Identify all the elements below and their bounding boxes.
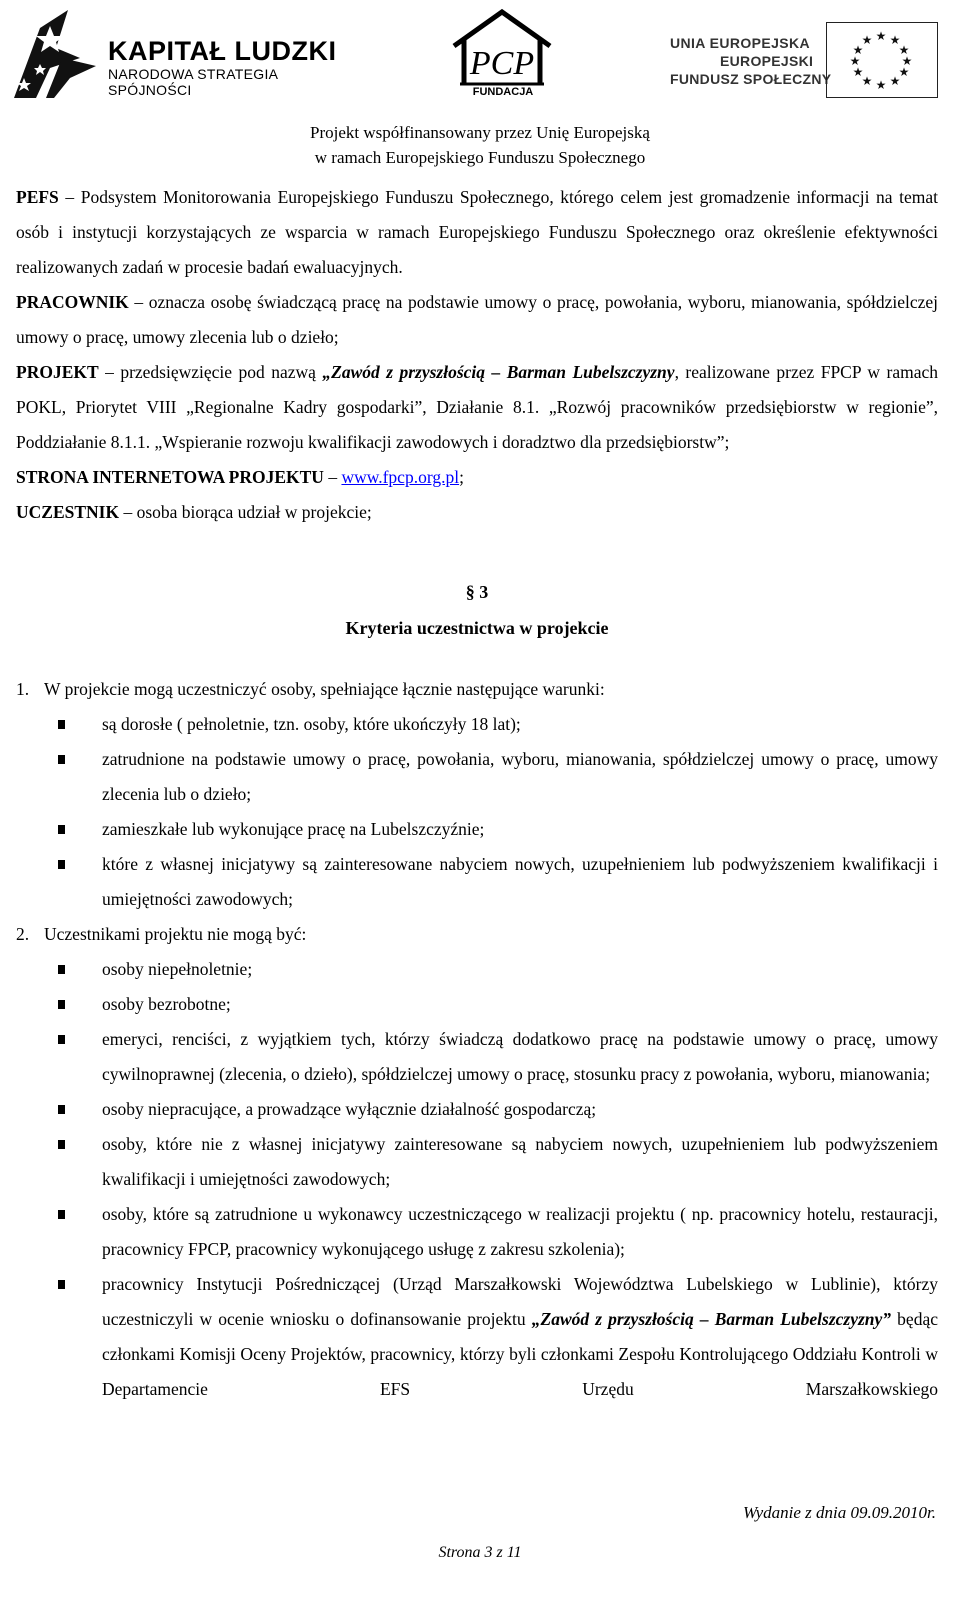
text-projekt-2: , realizowane przez FPCP w ramach POKL, Priorytet VIII „Regionalne Kadry gospodarki”, Działanie 8.1. „Rozwój pracowników przedsiębiorstw w regionie”, Poddziałanie 8.1.1. „Wspieranie rozwoju kwalifikacji zawodowych i doradztwo dla przedsiębiorstw”; (16, 362, 938, 452)
svg-text:★: ★ (852, 43, 864, 57)
bullet-icon (58, 1035, 65, 1044)
list-item-text: zamieszkałe lub wykonujące pracę na Lubelszczyźnie; (102, 819, 485, 839)
list-item (16, 742, 938, 812)
bullet-icon (58, 860, 65, 869)
list-item-text: zatrudnione na podstawie umowy o pracę, powołania, wyboru, mianowania, spółdzielczej umowy o pracę, umowy zlecenia lub o dzieło; (102, 749, 938, 804)
criteria-item-1-text: W projekcie mogą uczestniczyć osoby, spełniające łącznie następujące warunki: (44, 679, 605, 699)
criteria-item-1-number: 1. (16, 679, 30, 699)
bullet-icon (58, 825, 65, 834)
svg-text:★: ★ (898, 43, 910, 57)
svg-text:★: ★ (889, 33, 901, 47)
eu-logo (670, 22, 960, 102)
criteria-item-2-text: Uczestnikami projektu nie mogą być: (44, 924, 307, 944)
strona-dash: – (323, 467, 342, 487)
list-item (16, 1197, 938, 1267)
bullet-icon (58, 1280, 65, 1289)
project-header (0, 120, 960, 170)
term-projekt: PROJEKT (16, 362, 99, 382)
kapital-ludzki-subtitle: NARODOWA STRATEGIA SPÓJNOŚCI (108, 66, 278, 98)
pcp-letters: PCP (469, 45, 535, 82)
list-item-text: które z własnej inicjatywy są zainteresowane nabyciem nowych, uzupełnieniem lub podwyższeniem kwalifikacji i umiejętności zawodowych; (102, 854, 938, 909)
fundacja-pcp-logo (448, 6, 558, 102)
list-item (16, 1127, 938, 1197)
list-item (16, 1092, 938, 1127)
text-uczestnik: – osoba biorąca udział w projekcie; (119, 502, 372, 522)
bullet-icon (58, 965, 65, 974)
list-item (16, 1022, 938, 1092)
list-item-text: osoby niepełnoletnie; (102, 959, 253, 979)
term-strona: STRONA INTERNETOWA PROJEKTU (16, 467, 324, 487)
project-name: „Zawód z przyszłością – Barman Lubelszczyzny (322, 362, 675, 382)
svg-text:★: ★ (849, 54, 861, 68)
page-number: Strona 3 z 11 (438, 1544, 522, 1561)
criteria-item-2 (16, 917, 938, 952)
list-item-text: osoby, które są zatrudnione u wykonawcy uczestniczącego w realizacji projektu ( np. pracownicy hotelu, restauracji, pracownicy FPCP, pracownicy wykonującego usługę z zakresu szkolenia); (102, 1204, 938, 1259)
edition-date: Wydanie z dnia 09.09.2010r. (743, 1503, 936, 1522)
section-title: Kryteria uczestnictwa w projekcie (345, 618, 609, 638)
text-projekt-1: – przedsięwzięcie pod nazwą (98, 362, 323, 382)
bullet-icon (58, 1105, 65, 1114)
svg-text:★: ★ (852, 65, 864, 79)
term-pracownik: PRACOWNIK (16, 292, 129, 312)
list-item-text-cont: będąc członkami Komisji Oceny Projektów, pracownicy, którzy byli członkami Zespołu Kontrolującego Oddziału Kontroli w Departamencie EFS Urzędu Marszałkowskiego (102, 1309, 938, 1399)
list-item (16, 812, 938, 847)
eu-line-1: UNIA EUROPEJSKA (670, 35, 811, 51)
definition-uczestnik (16, 495, 938, 530)
list-item (16, 987, 938, 1022)
svg-text:★: ★ (875, 78, 887, 92)
eu-flag-icon (826, 22, 938, 98)
strona-end: ; (459, 467, 464, 487)
eu-line-3: FUNDUSZ SPOŁECZNY (670, 71, 832, 87)
header-line-1: Projekt współfinansowany przez Unię Europejską (310, 123, 650, 142)
list-item-text: osoby niepracujące, a prowadzące wyłącznie działalność gospodarczą; (102, 1099, 597, 1119)
criteria-item-2-number: 2. (16, 924, 30, 944)
document-body (16, 180, 938, 1407)
list-item (16, 952, 938, 987)
definition-pefs (16, 180, 938, 285)
criteria-item-1 (16, 672, 938, 707)
criteria-item-2-list (16, 952, 938, 1407)
bullet-icon (58, 755, 65, 764)
definition-pracownik (16, 285, 938, 355)
pcp-fundacja-label: FUNDACJA (472, 86, 534, 98)
list-item-text: są dorosłe ( pełnoletnie, tzn. osoby, które ukończyły 18 lat); (102, 714, 521, 734)
bullet-icon (58, 1000, 65, 1009)
kapital-ludzki-emblem-icon (10, 8, 106, 100)
header-line-2: w ramach Europejskiego Funduszu Społecznego (314, 148, 646, 167)
criteria-item-1-list (16, 707, 938, 917)
list-item (16, 1267, 938, 1407)
list-item (16, 847, 938, 917)
list-item (16, 707, 938, 742)
project-name-ref: „Zawód z przyszłością – Barman Lubelszczyzny” (531, 1309, 892, 1329)
definition-strona (16, 460, 938, 495)
definition-projekt (16, 355, 938, 460)
term-uczestnik: UCZESTNIK (16, 502, 120, 522)
bullet-icon (58, 720, 65, 729)
section-number: § 3 (465, 582, 489, 602)
pcp-house-icon (448, 6, 558, 92)
list-item-text: pracownicy Instytucji Pośredniczącej (Urząd Marszałkowski Województwa Lubelskiego w Lublinie), którzy uczestniczyli w ocenie wniosku o dofinansowanie projektu (102, 1274, 938, 1329)
svg-text:★: ★ (889, 74, 901, 88)
bullet-icon (58, 1140, 65, 1149)
svg-text:★: ★ (861, 33, 873, 47)
kapital-ludzki-title: KAPITAŁ LUDZKI (108, 36, 337, 66)
text-pracownik: – oznacza osobę świadczącą pracę na podstawie umowy o pracę, powołania, wyboru, mianowania, spółdzielczej umowy o pracę, umowy zlecenia lub o dzieło; (16, 292, 938, 347)
svg-text:★: ★ (901, 54, 913, 68)
term-pefs: PEFS (16, 187, 59, 207)
kapital-ludzki-logo (10, 8, 340, 100)
bullet-icon (58, 1210, 65, 1219)
svg-text:★: ★ (861, 74, 873, 88)
svg-text:★: ★ (898, 65, 910, 79)
list-item-text: osoby, które nie z własnej inicjatywy zainteresowane są nabyciem nowych, uzupełnieniem lub podwyższeniem kwalifikacji i umiejętności zawodowych; (102, 1134, 938, 1189)
svg-text:★: ★ (875, 29, 887, 43)
list-item-text: osoby bezrobotne; (102, 994, 231, 1014)
logo-bar (0, 0, 960, 108)
text-pefs: – Podsystem Monitorowania Europejskiego Funduszu Społecznego, którego celem jest gromadzenie informacji na temat osób i instytucji korzystających ze wsparcia w ramach Europejskiego Funduszu Społecznego oraz określenie efektywności realizowanych zadań w procesie badań ewaluacyjnych. (16, 187, 938, 277)
project-website-link[interactable]: www.fpcp.org.pl (341, 467, 460, 487)
list-item-text: emeryci, renciści, z wyjątkiem tych, którzy świadczą dodatkowo pracę na podstawie umowy o pracę, umowy cywilnoprawnej (zlecenia, o dzieło), spółdzielczej umowy o pracę, stosunku pracy z powołania, wyboru, mianowania; (102, 1029, 938, 1084)
eu-line-2: EUROPEJSKI (720, 53, 814, 69)
